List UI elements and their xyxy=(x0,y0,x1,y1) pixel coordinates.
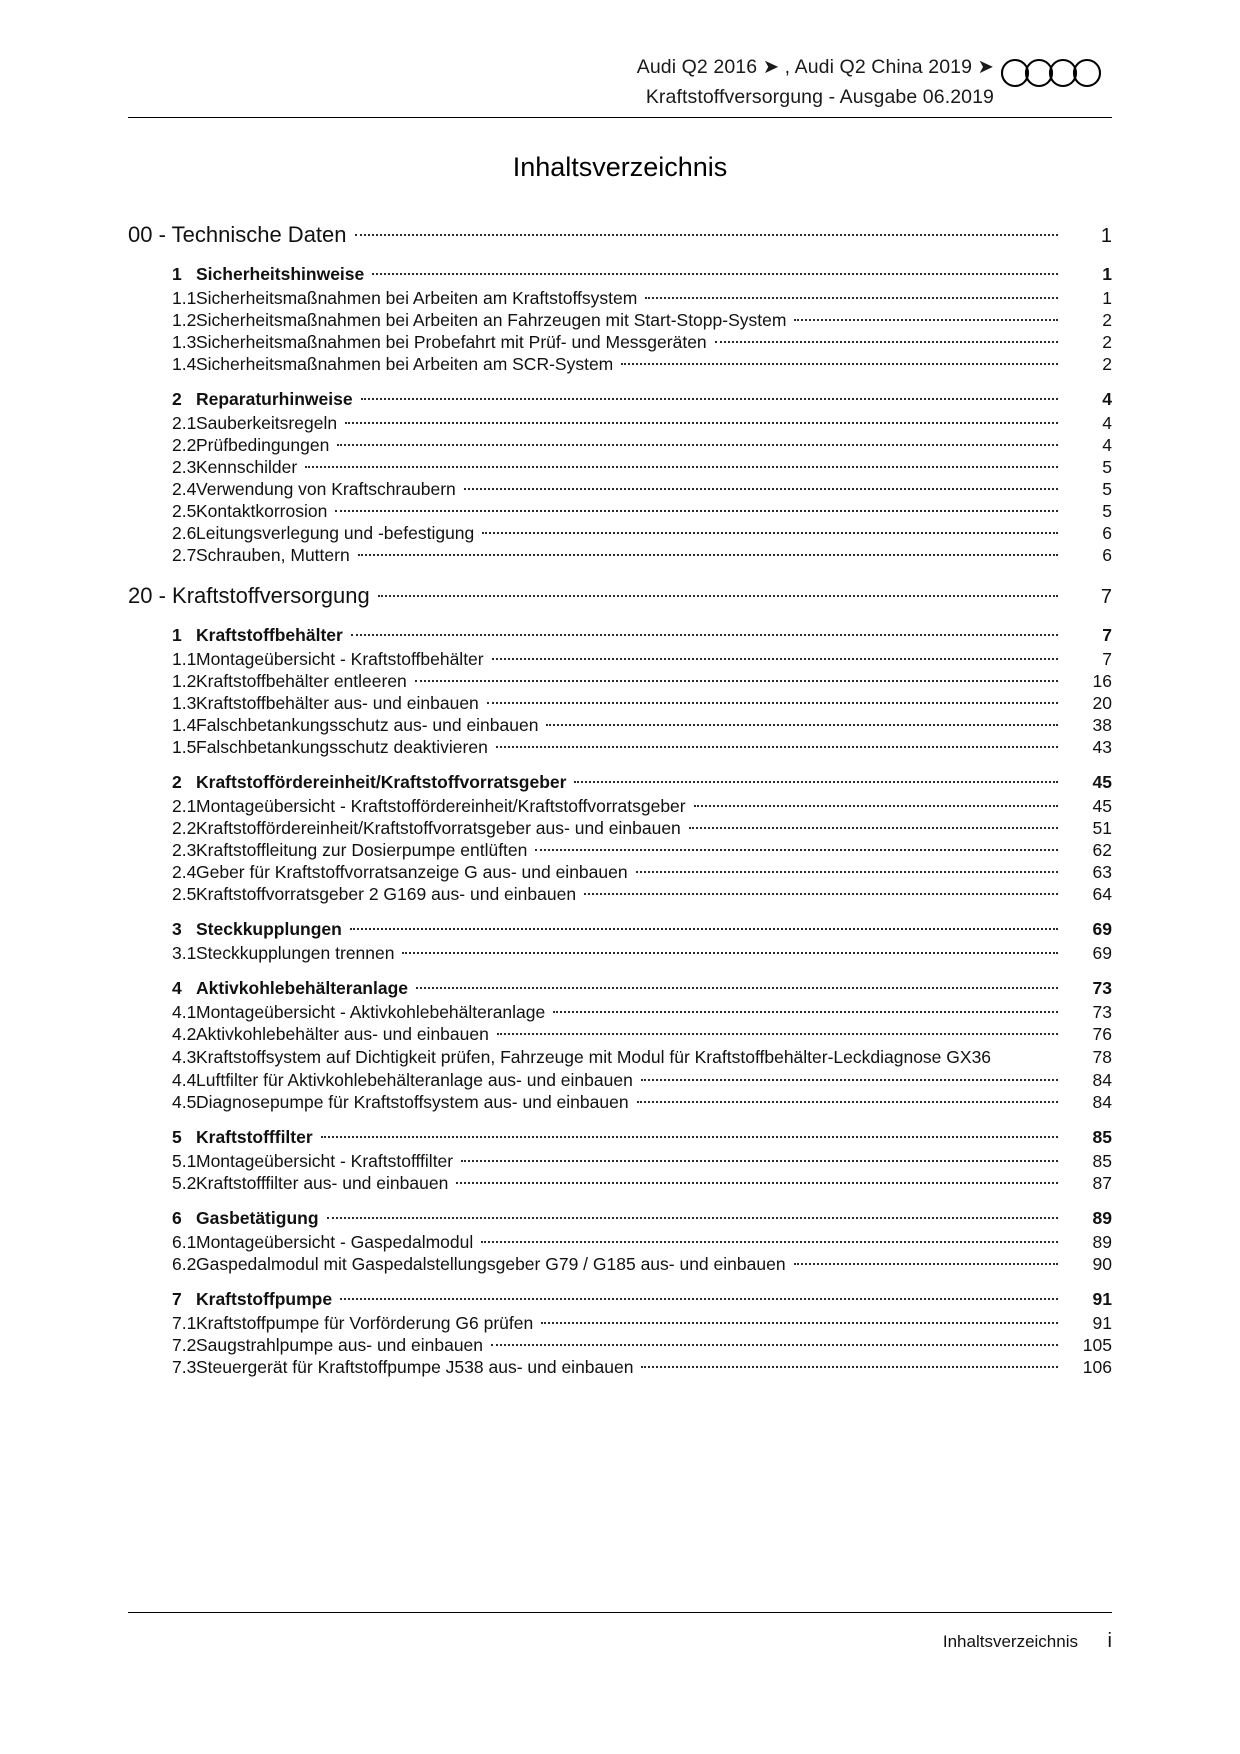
toc-number: 6.2 xyxy=(172,1254,197,1274)
toc-label: Kraftstoffpumpe für Vorförderung G6 prüfen xyxy=(196,1313,534,1333)
toc-leader-dots xyxy=(641,1078,1058,1081)
toc-number: 2.1 xyxy=(172,796,197,816)
toc-subsection-row[interactable] xyxy=(128,1231,1112,1253)
toc-leader-dots xyxy=(715,340,1058,343)
toc-label: Prüfbedingungen xyxy=(196,435,330,455)
toc-label: Kraftstoffpumpe xyxy=(196,1289,333,1309)
toc-label: Montageübersicht - Aktivkohlebehälteranlage xyxy=(196,1002,546,1022)
toc-number: 5.1 xyxy=(172,1151,197,1171)
toc-page: 64 xyxy=(1092,884,1112,904)
toc-label: Kraftstofffilter aus- und einbauen xyxy=(196,1173,449,1193)
toc-page: 62 xyxy=(1092,840,1112,860)
toc-number: 1.3 xyxy=(172,332,197,352)
toc-number: 1.4 xyxy=(172,715,197,735)
toc-number: 3.1 xyxy=(172,943,197,963)
page-header xyxy=(128,52,1112,114)
toc-subsection-row[interactable] xyxy=(128,861,1112,883)
toc-page: 1 xyxy=(1102,288,1112,308)
toc-leader-dots xyxy=(327,1216,1058,1219)
toc-label: Montageübersicht - Gaspedalmodul xyxy=(196,1232,474,1252)
toc-page: 2 xyxy=(1102,332,1112,352)
toc-leader-dots xyxy=(355,233,1058,236)
toc-subsection-row[interactable] xyxy=(128,287,1112,309)
toc-label: Gasbetätigung xyxy=(196,1208,319,1228)
toc-section-row[interactable] xyxy=(128,624,1112,646)
toc-leader-dots xyxy=(456,1181,1058,1184)
toc-subsection-row[interactable] xyxy=(128,353,1112,375)
toc-number: 2.5 xyxy=(172,501,197,521)
toc-page: 2 xyxy=(1102,310,1112,330)
toc-label: Steuergerät für Kraftstoffpumpe J538 aus- und einbauen xyxy=(196,1357,634,1377)
toc-page: 106 xyxy=(1082,1357,1112,1377)
toc-page: 84 xyxy=(1092,1070,1112,1090)
toc-subsection-row[interactable] xyxy=(128,412,1112,434)
toc-page: 90 xyxy=(1092,1254,1112,1274)
toc-number: 4.5 xyxy=(172,1092,197,1112)
toc-section-row[interactable] xyxy=(128,977,1112,999)
toc-leader-dots xyxy=(794,318,1058,321)
toc-label: Sicherheitshinweise xyxy=(196,264,365,284)
toc-number: 1.1 xyxy=(172,288,197,308)
toc-leader-dots xyxy=(637,1100,1058,1103)
toc-number: 2.2 xyxy=(172,818,197,838)
footer-page-number: i xyxy=(1107,1630,1112,1652)
toc-page: 7 xyxy=(1102,649,1112,669)
toc-section-row[interactable] xyxy=(128,388,1112,410)
toc-number: 5.2 xyxy=(172,1173,197,1193)
toc-section-row[interactable] xyxy=(128,263,1112,285)
toc-label: Kraftstoffördereinheit/Kraftstoffvorratsgeber xyxy=(196,772,567,792)
toc-subsection-row[interactable] xyxy=(128,1150,1112,1172)
toc-number: 2.4 xyxy=(172,862,197,882)
toc-label: Gaspedalmodul mit Gaspedalstellungsgeber G79 / G185 aus- und einbauen xyxy=(196,1254,786,1274)
toc-number: 6.1 xyxy=(172,1232,197,1252)
toc-subsection-row[interactable] xyxy=(128,331,1112,353)
page-title: Inhaltsverzeichnis xyxy=(512,152,728,182)
toc-label: Aktivkohlebehälter aus- und einbauen xyxy=(196,1024,489,1044)
toc-leader-dots xyxy=(541,1321,1058,1324)
toc-number: 1.4 xyxy=(172,354,197,374)
toc-subsection-row[interactable] xyxy=(128,309,1112,331)
toc-page: 73 xyxy=(1092,1002,1112,1022)
toc-leader-dots xyxy=(482,531,1058,534)
toc-subsection-row[interactable] xyxy=(128,736,1112,758)
toc-leader-dots xyxy=(492,657,1058,660)
toc-leader-dots xyxy=(337,443,1058,446)
toc-subsection-row[interactable] xyxy=(128,500,1112,522)
toc-leader-dots xyxy=(402,951,1058,954)
toc-subsection-row[interactable] xyxy=(128,942,1112,964)
toc-subsection-row[interactable] xyxy=(128,1091,1112,1113)
toc-subsection-row[interactable] xyxy=(128,478,1112,500)
toc-leader-dots xyxy=(340,1297,1058,1300)
toc-leader-dots xyxy=(350,927,1058,930)
toc-label: Montageübersicht - Kraftstoffbehälter xyxy=(196,649,484,669)
page-footer xyxy=(128,1630,1112,1653)
toc-page: 76 xyxy=(1092,1024,1112,1044)
toc-leader-dots xyxy=(461,1159,1058,1162)
toc-page: 7 xyxy=(1100,586,1112,608)
toc-subsection-row[interactable] xyxy=(128,456,1112,478)
toc-leader-dots xyxy=(535,848,1058,851)
toc-subsection-row[interactable] xyxy=(128,670,1112,692)
toc-page: 69 xyxy=(1092,943,1112,963)
toc-page: 4 xyxy=(1102,413,1112,433)
toc-label: Steckkupplungen xyxy=(196,919,342,939)
header-model-line: Audi Q2 2016 ➤ , Audi Q2 China 2019 ➤ xyxy=(636,56,994,78)
toc-leader-dots xyxy=(641,1365,1058,1368)
toc-page: 89 xyxy=(1092,1208,1112,1228)
toc-page: 5 xyxy=(1102,479,1112,499)
toc-number: 1.2 xyxy=(172,671,197,691)
toc-subsection-row[interactable] xyxy=(128,1001,1112,1023)
toc-page: 78 xyxy=(1092,1047,1112,1067)
toc-leader-dots xyxy=(372,272,1058,275)
toc-number: 1.5 xyxy=(172,737,197,757)
toc-page: 63 xyxy=(1092,862,1112,882)
toc-leader-dots xyxy=(497,1032,1058,1035)
toc-leader-dots xyxy=(358,553,1058,556)
toc-section-row[interactable] xyxy=(128,771,1112,793)
toc-page: 69 xyxy=(1092,919,1112,939)
toc-page: 89 xyxy=(1092,1232,1112,1252)
toc-label: Kraftstoffbehälter aus- und einbauen xyxy=(196,693,479,713)
toc-leader-dots xyxy=(416,986,1058,989)
toc-page: 4 xyxy=(1102,389,1112,409)
toc-page: 5 xyxy=(1102,501,1112,521)
toc-label: Steckkupplungen trennen xyxy=(196,943,395,963)
toc-label: Falschbetankungsschutz deaktivieren xyxy=(196,737,488,757)
toc-label: Geber für Kraftstoffvorratsanzeige G aus- und einbauen xyxy=(196,862,628,882)
toc-page: 20 xyxy=(1092,693,1112,713)
toc-subsection-row[interactable] xyxy=(128,883,1112,905)
toc-label: Falschbetankungsschutz aus- und einbauen xyxy=(196,715,539,735)
toc-label: Luftfilter für Aktivkohlebehälteranlage aus- und einbauen xyxy=(196,1070,633,1090)
toc-leader-dots xyxy=(491,1343,1058,1346)
toc-subsection-row[interactable] xyxy=(128,1069,1112,1091)
toc-label: Kontaktkorrosion xyxy=(196,501,328,521)
audi-rings-icon xyxy=(1000,58,1112,88)
toc-number: 2.1 xyxy=(172,413,197,433)
toc-section-row[interactable] xyxy=(128,918,1112,940)
toc-number: 4.2 xyxy=(172,1024,197,1044)
toc-number: 2.7 xyxy=(172,545,197,565)
toc-label: Kraftstofffilter xyxy=(196,1127,313,1147)
toc-subsection-row[interactable] xyxy=(128,648,1112,670)
toc-number: 1.3 xyxy=(172,693,197,713)
toc-label: Sauberkeitsregeln xyxy=(196,413,338,433)
toc-number: 4 xyxy=(172,978,182,998)
toc-leader-dots xyxy=(584,892,1058,895)
toc-number: 2.4 xyxy=(172,479,197,499)
toc-leader-dots xyxy=(351,633,1058,636)
toc-label: Kraftstoffbehälter xyxy=(196,625,343,645)
toc-leader-dots xyxy=(415,679,1058,682)
toc-leader-dots xyxy=(553,1010,1058,1013)
footer-label: Inhaltsverzeichnis xyxy=(942,1632,1078,1651)
toc-leader-dots xyxy=(794,1262,1058,1265)
footer-divider xyxy=(128,1612,1112,1613)
toc-leader-dots xyxy=(574,780,1058,783)
toc-leader-dots xyxy=(636,870,1058,873)
toc-page: 1 xyxy=(1102,264,1112,284)
toc-page: 51 xyxy=(1092,818,1112,838)
toc-number: 2 xyxy=(172,389,182,409)
toc-label: Saugstrahlpumpe aus- und einbauen xyxy=(196,1335,484,1355)
toc-page: 6 xyxy=(1102,523,1112,543)
toc-leader-dots xyxy=(546,723,1058,726)
toc-number: 7.1 xyxy=(172,1313,197,1333)
toc-page: 2 xyxy=(1102,354,1112,374)
toc-number: 7.2 xyxy=(172,1335,197,1355)
toc-label: Leitungsverlegung und -befestigung xyxy=(196,523,475,543)
toc-section-row[interactable] xyxy=(128,1126,1112,1148)
toc-subsection-row[interactable] xyxy=(128,434,1112,456)
toc-subsection-row[interactable] xyxy=(128,544,1112,566)
toc-number: 2.3 xyxy=(172,840,197,860)
toc-label: Sicherheitsmaßnahmen bei Probefahrt mit Prüf- und Messgeräten xyxy=(196,332,707,352)
toc-label: Diagnosepumpe für Kraftstoffsystem aus- und einbauen xyxy=(196,1092,629,1112)
toc-page: 45 xyxy=(1092,772,1112,792)
toc-label: Reparaturhinweise xyxy=(196,389,353,409)
toc-page: 43 xyxy=(1092,737,1112,757)
toc-label: Schrauben, Muttern xyxy=(196,545,350,565)
header-subject-line: Kraftstoffversorgung - Ausgabe 06.2019 xyxy=(645,86,994,108)
toc-subsection-row[interactable] xyxy=(128,839,1112,861)
toc-page: 91 xyxy=(1092,1289,1112,1309)
toc-number: 2.6 xyxy=(172,523,197,543)
toc-page: 5 xyxy=(1102,457,1112,477)
toc-subsection-row[interactable] xyxy=(128,692,1112,714)
toc-number: 2 xyxy=(172,772,182,792)
toc-leader-dots xyxy=(496,745,1058,748)
toc-page: 4 xyxy=(1102,435,1112,455)
toc-label: Verwendung von Kraftschraubern xyxy=(196,479,456,499)
toc-label: Kraftstoffsystem auf Dichtigkeit prüfen, Fahrzeuge mit Modul für Kraftstoffbehälter-Leckdiagnose GX36 xyxy=(196,1047,992,1067)
toc-leader-dots xyxy=(305,465,1058,468)
toc-number: 1 xyxy=(172,264,182,284)
toc-leader-dots xyxy=(645,296,1058,299)
toc-number: 6 xyxy=(172,1208,182,1228)
toc-number: 2.5 xyxy=(172,884,197,904)
toc-label: Montageübersicht - Kraftstoffördereinheit/Kraftstoffvorratsgeber xyxy=(196,796,686,816)
toc-page: 45 xyxy=(1092,796,1112,816)
toc-number: 4.3 xyxy=(172,1047,197,1067)
toc-leader-dots xyxy=(689,826,1058,829)
toc-section-row[interactable] xyxy=(128,1207,1112,1229)
toc-section-row[interactable] xyxy=(128,1288,1112,1310)
toc-label: Sicherheitsmaßnahmen bei Arbeiten am SCR-System xyxy=(196,354,614,374)
toc-leader-dots xyxy=(378,594,1058,597)
toc-number: 1.2 xyxy=(172,310,197,330)
toc-subsection-row[interactable] xyxy=(128,1253,1112,1275)
toc-leader-dots xyxy=(621,362,1058,365)
toc-page: 91 xyxy=(1092,1313,1112,1333)
toc-subsection-row[interactable] xyxy=(128,714,1112,736)
toc-leader-dots xyxy=(361,397,1058,400)
toc-label: Montageübersicht - Kraftstofffilter xyxy=(196,1151,454,1171)
toc-subsection-row[interactable] xyxy=(128,1172,1112,1194)
header-divider xyxy=(128,117,1112,118)
toc-leader-dots xyxy=(335,509,1058,512)
toc-subsection-row[interactable] xyxy=(128,1045,1112,1069)
toc-number: 7.3 xyxy=(172,1357,197,1377)
toc-number: 4.4 xyxy=(172,1070,197,1090)
toc-leader-dots xyxy=(694,804,1058,807)
toc-label: 20 - Kraftstoffversorgung xyxy=(128,583,370,608)
toc-leader-dots xyxy=(345,421,1058,424)
toc-page: 73 xyxy=(1092,978,1112,998)
toc-subsection-row[interactable] xyxy=(128,1334,1112,1356)
toc-number: 2.3 xyxy=(172,457,197,477)
toc-leader-dots xyxy=(321,1135,1058,1138)
toc-number: 4.1 xyxy=(172,1002,197,1022)
toc-subsection-row[interactable] xyxy=(128,1356,1112,1378)
toc-label: Sicherheitsmaßnahmen bei Arbeiten an Fahrzeugen mit Start-Stopp-System xyxy=(196,310,787,330)
toc-label: Kraftstoffleitung zur Dosierpumpe entlüften xyxy=(196,840,528,860)
toc-leader-dots xyxy=(464,487,1058,490)
toc-page: 84 xyxy=(1092,1092,1112,1112)
toc-page: 85 xyxy=(1092,1151,1112,1171)
table-of-contents xyxy=(128,205,1112,1378)
toc-subsection-row[interactable] xyxy=(128,1312,1112,1334)
toc-leader-dots xyxy=(481,1240,1058,1243)
toc-number: 5 xyxy=(172,1127,182,1147)
toc-subsection-row[interactable] xyxy=(128,817,1112,839)
toc-subsection-row[interactable] xyxy=(128,795,1112,817)
toc-page: 16 xyxy=(1092,671,1112,691)
toc-page: 6 xyxy=(1102,545,1112,565)
toc-page: 38 xyxy=(1092,715,1112,735)
toc-label: Kennschilder xyxy=(196,457,298,477)
toc-page: 105 xyxy=(1082,1335,1112,1355)
toc-number: 1.1 xyxy=(172,649,197,669)
toc-number: 2.2 xyxy=(172,435,197,455)
toc-page: 1 xyxy=(1100,225,1112,247)
toc-number: 1 xyxy=(172,625,182,645)
toc-chapter-row[interactable] xyxy=(128,582,1112,611)
toc-subsection-row[interactable] xyxy=(128,522,1112,544)
toc-label: Kraftstoffördereinheit/Kraftstoffvorratsgeber aus- und einbauen xyxy=(196,818,681,838)
toc-label: Sicherheitsmaßnahmen bei Arbeiten am Kraftstoffsystem xyxy=(196,288,638,308)
toc-leader-dots xyxy=(487,701,1058,704)
toc-number: 3 xyxy=(172,919,182,939)
toc-label: 00 - Technische Daten xyxy=(128,222,347,247)
toc-label: Kraftstoffvorratsgeber 2 G169 aus- und einbauen xyxy=(196,884,577,904)
toc-page: 85 xyxy=(1092,1127,1112,1147)
toc-number: 7 xyxy=(172,1289,182,1309)
toc-page: 7 xyxy=(1102,625,1112,645)
toc-label: Kraftstoffbehälter entleeren xyxy=(196,671,407,691)
toc-label: Aktivkohlebehälteranlage xyxy=(196,978,409,998)
header-text-block xyxy=(128,52,1112,112)
toc-page: 87 xyxy=(1092,1173,1112,1193)
toc-chapter-row[interactable] xyxy=(128,221,1112,250)
toc-subsection-row[interactable] xyxy=(128,1023,1112,1045)
